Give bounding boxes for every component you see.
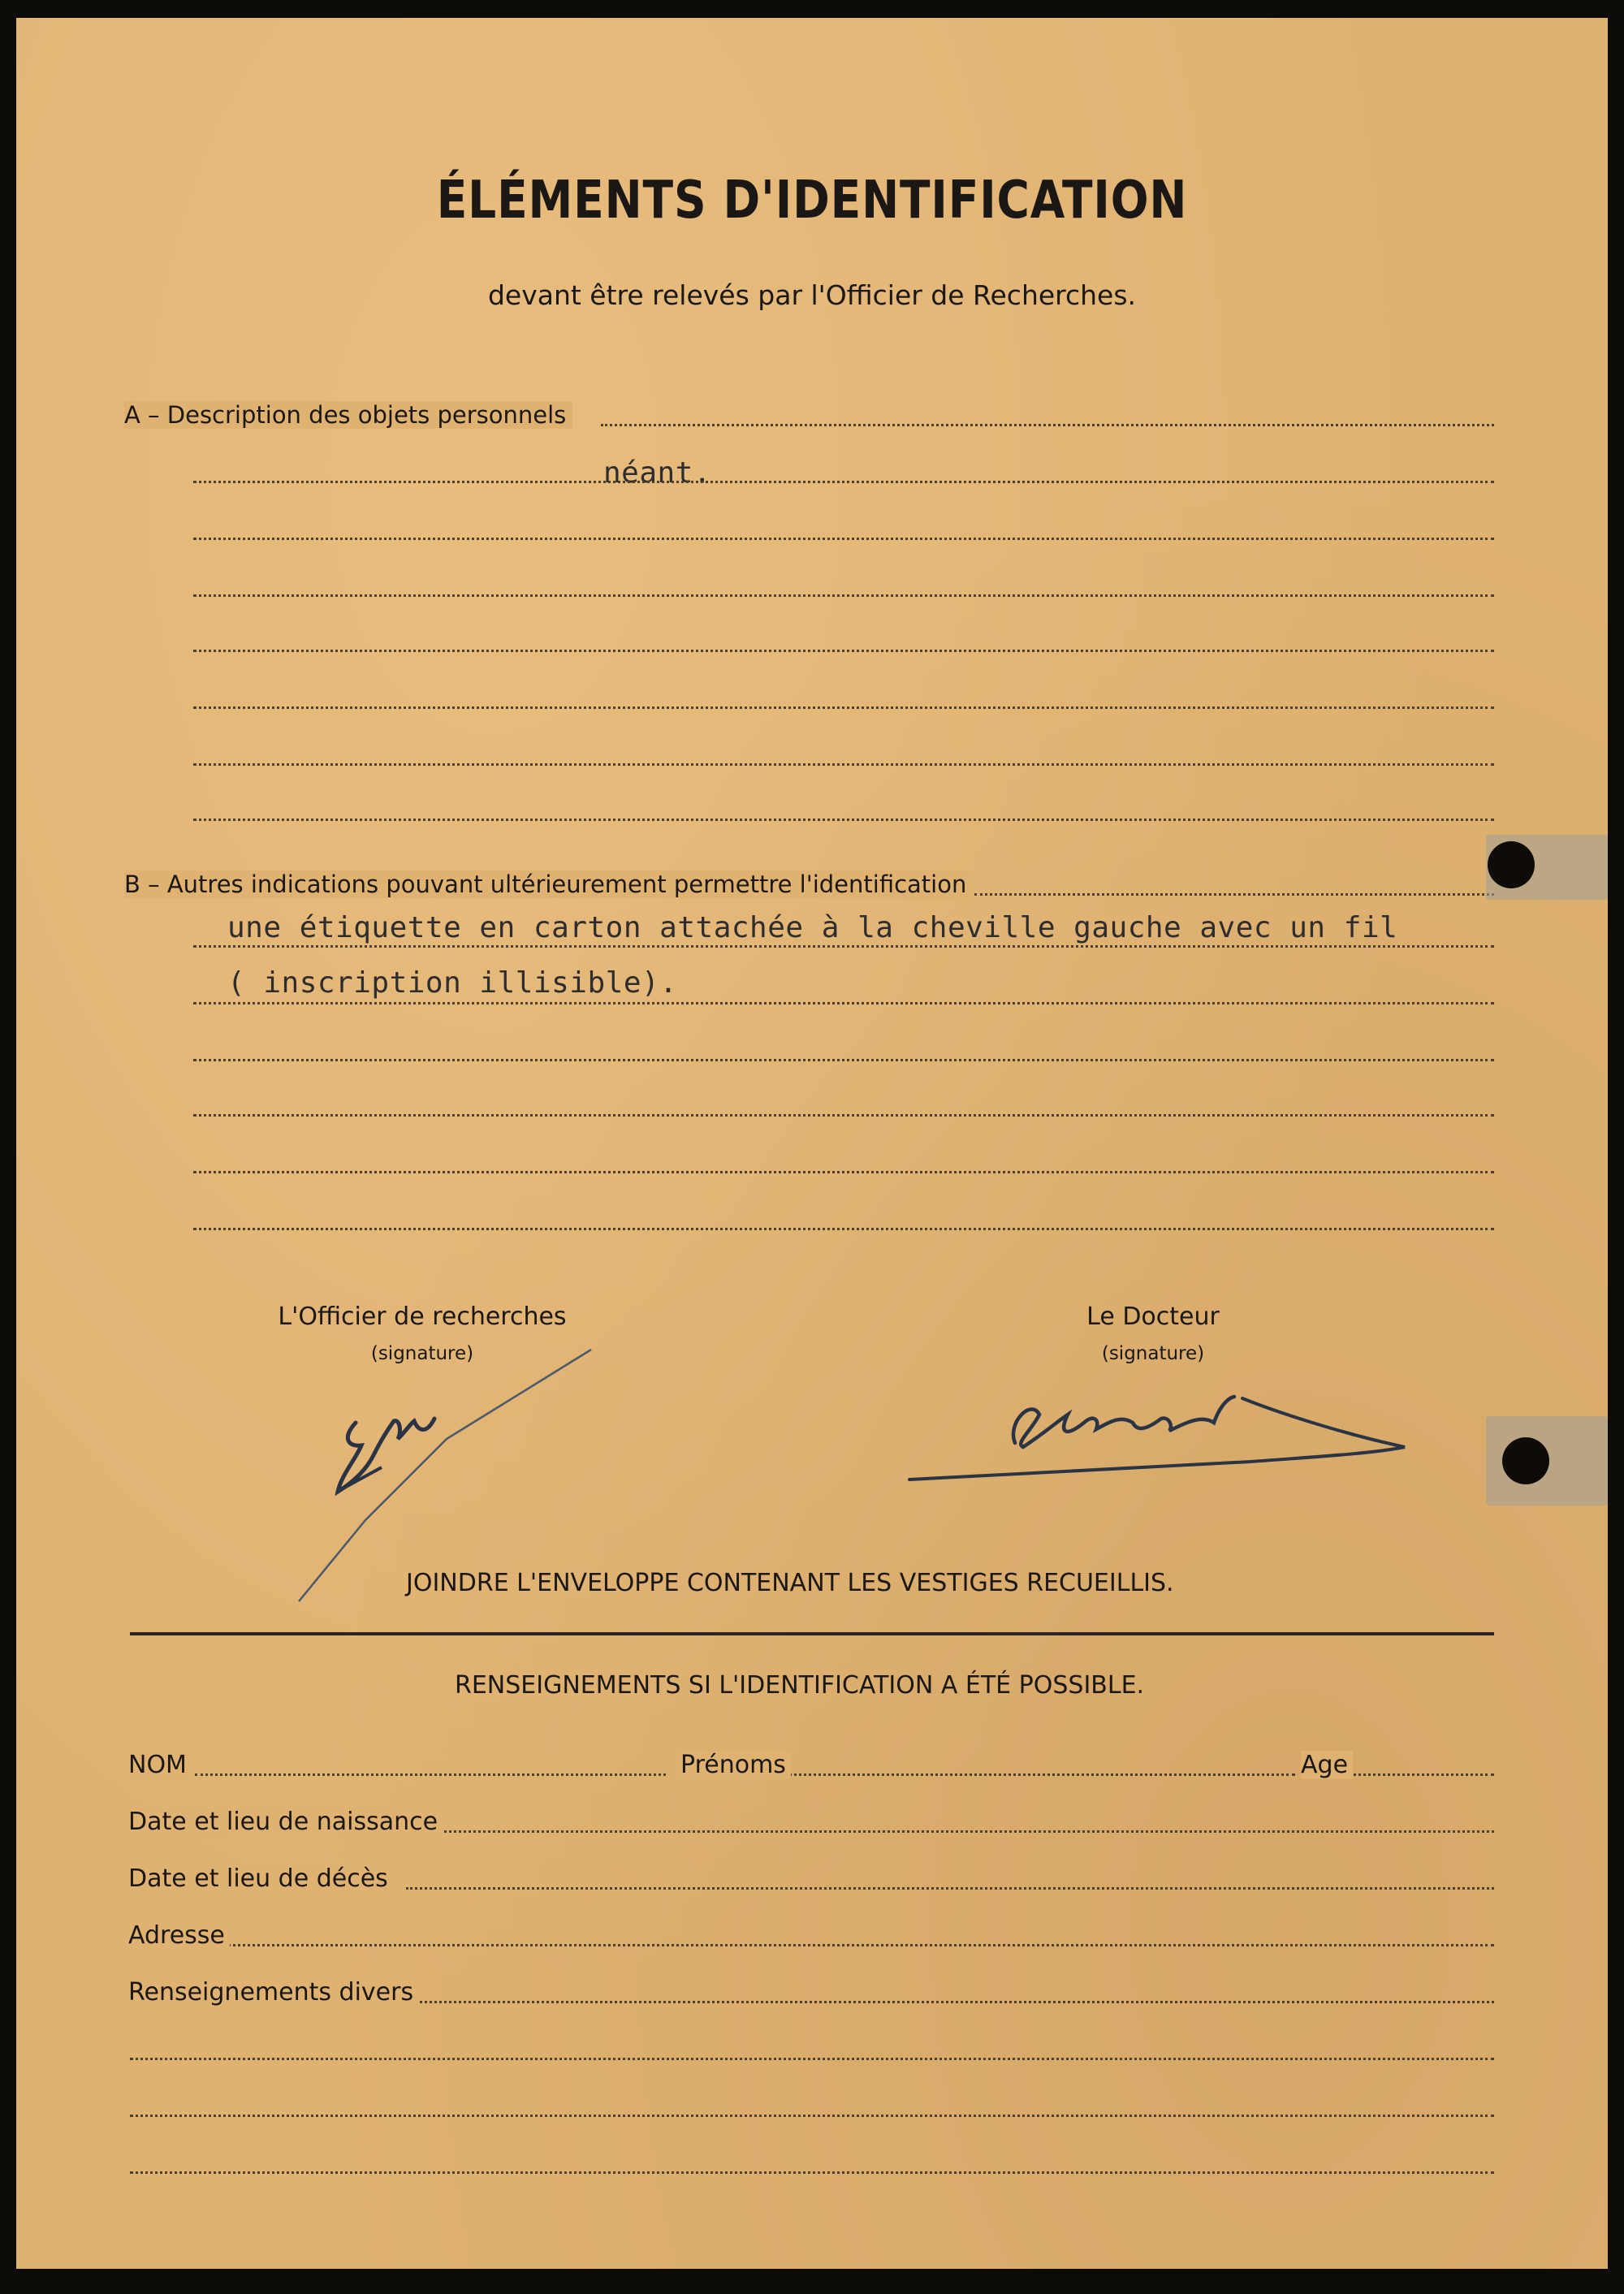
age-line <box>1348 1773 1494 1776</box>
section-a-line-4 <box>193 650 1494 652</box>
form-title: ÉLÉMENTS D'IDENTIFICATION <box>436 171 1188 231</box>
adresse-line <box>227 1944 1494 1946</box>
adresse-label: Adresse <box>128 1921 230 1950</box>
section-b-label: B – Autres indications pouvant ultérieurement permettre l'identification <box>124 871 973 898</box>
age-label: Age <box>1301 1751 1353 1779</box>
section-a-line-0 <box>601 424 1494 426</box>
divers-line-2 <box>130 2058 1494 2060</box>
form-sheet <box>16 18 1608 2269</box>
section-a-line-5 <box>193 706 1494 709</box>
section-b-typed-line-1: une étiquette en carton attachée à la cheville gauche avec un fil <box>227 911 1398 944</box>
nom-line <box>195 1773 666 1776</box>
section-a-line-6 <box>193 763 1494 766</box>
divers-line-3 <box>130 2115 1494 2117</box>
naissance-label: Date et lieu de naissance <box>128 1808 443 1836</box>
doctor-signature-title: Le Docteur <box>1086 1303 1220 1331</box>
section-a-line-3 <box>193 594 1494 597</box>
deces-label: Date et lieu de décès <box>128 1864 393 1893</box>
section-b-line-3 <box>193 1059 1494 1061</box>
section-b-line-2 <box>193 1002 1494 1004</box>
section-b-line-1 <box>193 945 1494 948</box>
divers-label: Renseignements divers <box>128 1978 418 2007</box>
nom-label: NOM <box>128 1751 192 1779</box>
section-a-line-7 <box>193 819 1494 821</box>
section-b-line-0 <box>974 893 1494 896</box>
identification-heading: RENSEIGNEMENTS SI L'IDENTIFICATION A ÉTÉ POSSIBLE. <box>455 1671 1145 1700</box>
deces-line <box>406 1887 1494 1890</box>
officer-signature-note: (signature) <box>370 1343 474 1364</box>
divers-line-1 <box>406 2001 1494 2003</box>
punch-hole-upper <box>1488 841 1535 888</box>
prenoms-line <box>784 1773 1295 1776</box>
form-subtitle: devant être relevés par l'Officier de Recherches. <box>487 279 1137 311</box>
section-a-line-2 <box>193 538 1494 540</box>
officer-signature-title: L'Officier de recherches <box>278 1303 567 1331</box>
section-divider <box>130 1632 1494 1635</box>
section-b-line-4 <box>193 1114 1494 1117</box>
punch-hole-lower <box>1502 1437 1549 1484</box>
prenoms-label: Prénoms <box>680 1751 791 1779</box>
section-b-typed-line-2: ( inscription illisible). <box>227 966 678 1000</box>
section-a-label: A – Description des objets personnels <box>124 401 572 429</box>
divers-line-4 <box>130 2171 1494 2174</box>
section-a-typed-text: néant. <box>603 456 712 490</box>
doctor-signature-mark <box>893 1366 1429 1504</box>
section-b-line-5 <box>193 1171 1494 1173</box>
naissance-line <box>438 1830 1494 1833</box>
section-b-line-6 <box>193 1228 1494 1230</box>
doctor-signature-note: (signature) <box>1101 1343 1205 1364</box>
envelope-instruction: JOINDRE L'ENVELOPPE CONTENANT LES VESTIGES RECUEILLIS. <box>406 1569 1174 1597</box>
officer-signature-mark <box>260 1317 650 1609</box>
section-a-line-1 <box>193 481 1494 483</box>
